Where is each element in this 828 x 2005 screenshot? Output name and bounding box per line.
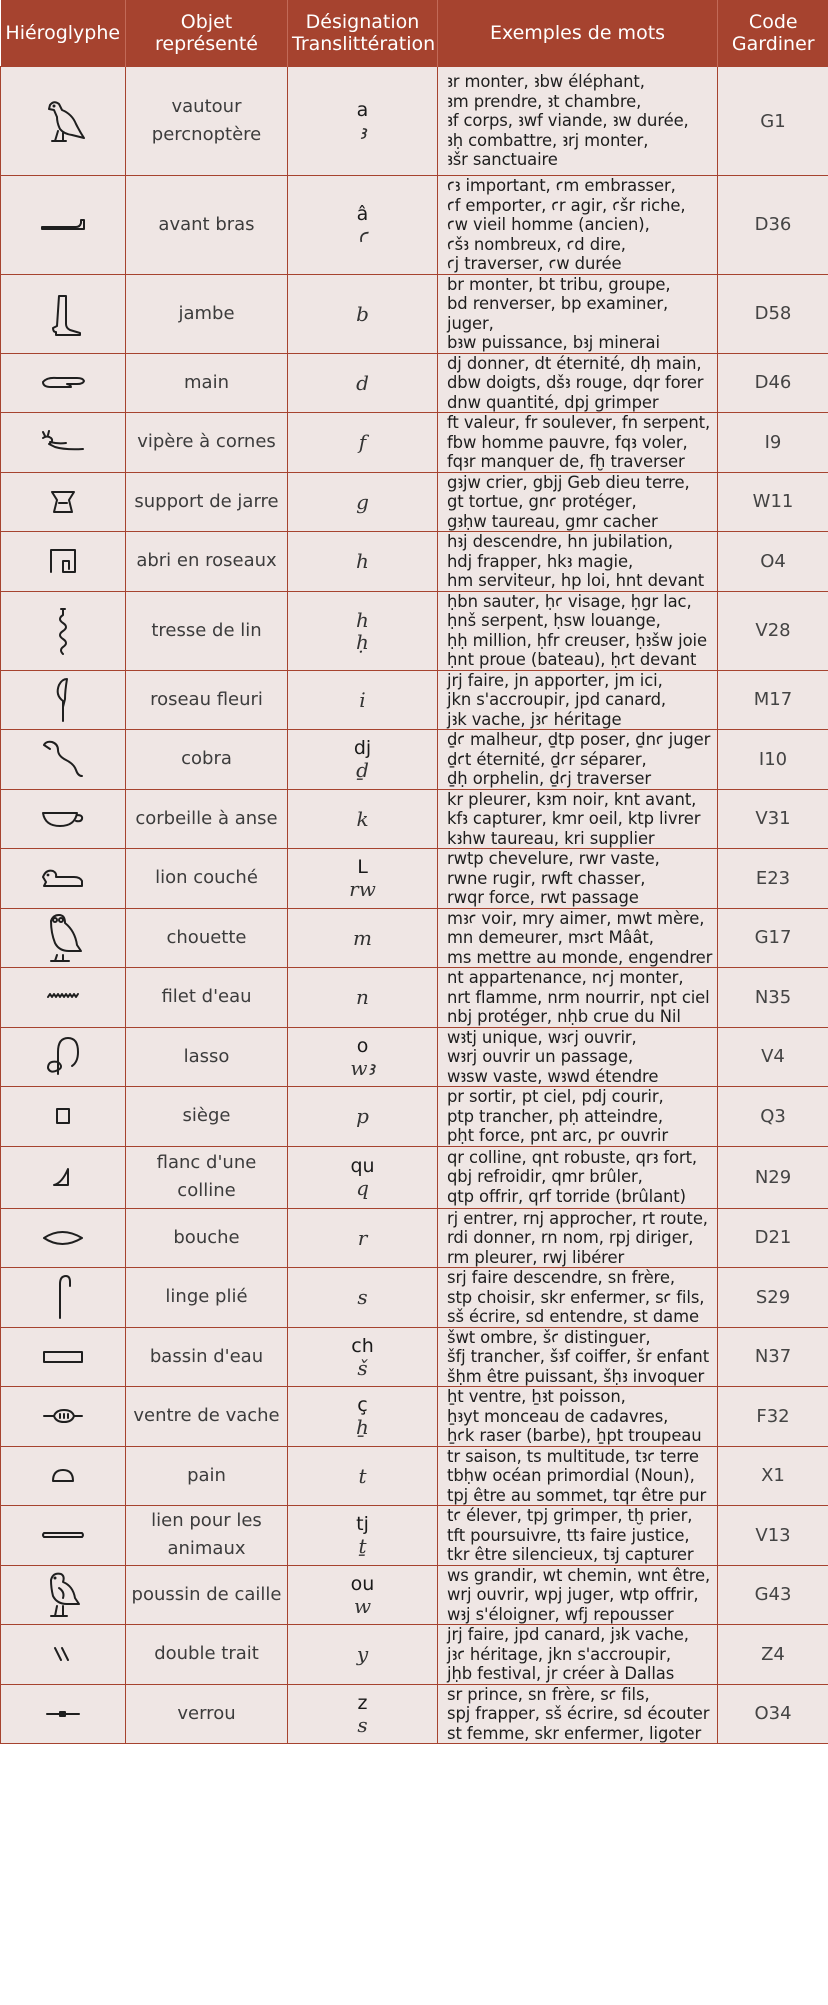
object-text: filet d'eau (161, 986, 252, 1008)
table-row (1, 670, 828, 730)
transliteration: ṯ (358, 1534, 367, 1559)
hieroglyph-cell (1, 1146, 126, 1208)
designation-cell (288, 1625, 438, 1685)
table-row (1, 1625, 828, 1685)
designation-cell (288, 413, 438, 473)
transliteration: s (357, 1712, 368, 1737)
table-row (1, 1327, 828, 1387)
hieroglyph-cell (1, 789, 126, 849)
gardiner-code: X1 (718, 1446, 828, 1506)
vulture-glyph-icon (40, 97, 86, 145)
hieroglyph-cell (1, 176, 126, 275)
hieroglyph-cell (1, 1208, 126, 1268)
transliteration: s (357, 1285, 368, 1310)
table-body (1, 67, 828, 1744)
bread-glyph-icon (48, 1466, 78, 1486)
object-cell (126, 1146, 288, 1208)
examples-cell: rj entrer, rnj approcher, rt route, rdi donner, rn nom, rpj diriger, rm pleurer, rwj libérer (438, 1208, 718, 1268)
object-text: main (184, 371, 229, 393)
examples-cell: qr colline, qnt robuste, qrꜣ fort, qbj refroidir, qmr brûler, qtp offrir, qrf torride (brûlant) (438, 1146, 718, 1208)
object-cell (126, 1027, 288, 1087)
hieroglyph-cell (1, 1565, 126, 1625)
hieroglyph-cell (1, 670, 126, 730)
gardiner-code: O4 (718, 532, 828, 592)
table-row (1, 1027, 828, 1087)
hieroglyph-cell (1, 968, 126, 1028)
designation-cell (288, 274, 438, 353)
transliteration: ꜣ (358, 120, 367, 144)
designation-cell (288, 1146, 438, 1208)
gardiner-code: G17 (718, 908, 828, 968)
transliteration: f (358, 430, 367, 455)
designation-cell (288, 1327, 438, 1387)
header-object: Objet représenté (126, 0, 288, 67)
quail-chick-glyph-icon (43, 1570, 83, 1620)
object-text: vipère à cornes (137, 431, 276, 453)
gardiner-code: V31 (718, 789, 828, 849)
gardiner-code: S29 (718, 1268, 828, 1328)
hill-slope-glyph-icon (50, 1165, 76, 1189)
transliteration: g (356, 489, 369, 514)
examples-cell: sr prince, sn frère, sꜥ fils, spj frapper, sš écrire, sd écouter st femme, skr enfermer, ligoter (438, 1684, 718, 1744)
examples-cell: hꜣj descendre, hn jubilation, hdj frapper, hkꜣ magie, hm serviteur, hp loi, hnt devant (438, 532, 718, 592)
gardiner-code: V4 (718, 1027, 828, 1087)
gardiner-code: V13 (718, 1506, 828, 1566)
object-cell (126, 591, 288, 670)
object-cell (126, 1506, 288, 1566)
gardiner-code: F32 (718, 1387, 828, 1447)
object-text: poussin de caille (131, 1583, 282, 1605)
transliteration: ẖ (356, 1415, 369, 1440)
transliteration: b (356, 301, 369, 326)
header-designation: Désignation Translittération (288, 0, 438, 67)
lion-glyph-icon (40, 867, 86, 889)
transliteration: wꜣ (350, 1055, 375, 1080)
designation-cell (288, 730, 438, 790)
table-row (1, 968, 828, 1028)
object-cell (126, 670, 288, 730)
hieroglyph-cell (1, 1027, 126, 1087)
latin-letter: ou (350, 1572, 375, 1595)
table-row (1, 1087, 828, 1147)
hand-glyph-icon (40, 373, 86, 393)
transliteration: w (353, 1593, 372, 1618)
designation-cell (288, 670, 438, 730)
designation-cell (288, 591, 438, 670)
gardiner-code: G1 (718, 67, 828, 176)
gardiner-code: D36 (718, 176, 828, 275)
object-text: vautour percnoptère (151, 96, 262, 145)
latin-letter: z (357, 1691, 368, 1714)
designation-cell (288, 1087, 438, 1147)
table-row (1, 1684, 828, 1744)
object-text: bassin d'eau (149, 1345, 264, 1367)
object-cell (126, 849, 288, 909)
hieroglyph-cell (1, 1268, 126, 1328)
hieroglyph-cell (1, 67, 126, 176)
object-cell (126, 176, 288, 275)
object-text: double trait (154, 1643, 259, 1665)
gardiner-code: O34 (718, 1684, 828, 1744)
designation-cell (288, 1208, 438, 1268)
transliteration: rw (349, 877, 376, 902)
object-cell (126, 730, 288, 790)
gardiner-code: M17 (718, 670, 828, 730)
transliteration: h (356, 549, 369, 574)
latin-letter: tj (356, 1513, 369, 1536)
flowering-reed-glyph-icon (51, 677, 75, 723)
designation-cell (288, 789, 438, 849)
transliteration: n (356, 985, 369, 1010)
gardiner-code: W11 (718, 472, 828, 532)
latin-letter: ç (357, 1394, 368, 1417)
transliteration: k (356, 806, 369, 831)
transliteration: r (357, 1225, 368, 1250)
examples-cell: tꜥ élever, tpj grimper, tḫ prier, tft poursuivre, ttꜣ faire justice, tkr être silencieux, tꜣj capturer (438, 1506, 718, 1566)
header-code: Code Gardiner (718, 0, 828, 67)
table-row (1, 353, 828, 413)
gardiner-code: D21 (718, 1208, 828, 1268)
object-text: verrou (177, 1702, 236, 1724)
object-text: chouette (166, 926, 247, 948)
examples-cell: jrj faire, jpd canard, jꜣk vache, jꜣꜥ héritage, jkn s'accroupir, jḥb festival, jr créer à Dallas (438, 1625, 718, 1685)
table-row (1, 472, 828, 532)
hieroglyph-cell (1, 472, 126, 532)
table-header-row (1, 0, 828, 67)
examples-cell: dj donner, dt éternité, dḥ main, dbw doigts, dšꜣ rouge, dqr forer dnw quantité, dpj grimper (438, 353, 718, 413)
examples-cell: ẖt ventre, ẖꜣt poisson, ẖꜣyt monceau de cadavres, ẖꜥk raser (barbe), ẖpt troupeau (438, 1387, 718, 1447)
examples-cell: rwtp chevelure, rwr vaste, rwne rugir, rwft chasser, rwqr force, rwt passage (438, 849, 718, 909)
gardiner-code: I10 (718, 730, 828, 790)
hieroglyph-cell (1, 1087, 126, 1147)
object-text: siège (182, 1105, 231, 1127)
table-row (1, 274, 828, 353)
object-text: linge plié (165, 1286, 248, 1308)
object-cell (126, 472, 288, 532)
designation-cell (288, 849, 438, 909)
object-text: avant bras (158, 213, 255, 235)
gardiner-code: N37 (718, 1327, 828, 1387)
examples-cell: ꜥꜣ important, ꜥm embrasser, ꜥf emporter, ꜥr agir, ꜥšr riche, ꜥw vieil homme (ancien), ꜥšꜣ nombreux, ꜥd dire, ꜥj traverser, ꜥw durée (438, 176, 718, 275)
table-row (1, 908, 828, 968)
gardiner-code: N29 (718, 1146, 828, 1208)
hieroglyph-cell (1, 1625, 126, 1685)
transliteration: q (356, 1176, 369, 1200)
mouth-glyph-icon (40, 1228, 86, 1248)
object-cell (126, 1684, 288, 1744)
examples-cell: br monter, bt tribu, groupe, bd renverser, bp examiner, juger, bꜣw puissance, bꜣj minerai (438, 274, 718, 353)
table-row (1, 591, 828, 670)
owl-glyph-icon (43, 913, 83, 963)
latin-letter: a (356, 99, 369, 121)
object-cell (126, 1387, 288, 1447)
cow-belly-glyph-icon (40, 1405, 86, 1427)
table-row (1, 413, 828, 473)
hieroglyph-cell (1, 1446, 126, 1506)
stool-glyph-icon (52, 1105, 74, 1127)
latin-letter: o (356, 1034, 369, 1057)
transliteration: š (357, 1355, 368, 1380)
object-text: bouche (173, 1226, 240, 1248)
pool-glyph-icon (40, 1347, 86, 1367)
object-text: flanc d'une colline (156, 1152, 257, 1201)
double-stroke-glyph-icon (50, 1643, 76, 1665)
gardiner-code: Q3 (718, 1087, 828, 1147)
object-text: lien pour les animaux (151, 1510, 262, 1560)
hieroglyph-cell (1, 849, 126, 909)
latin-letter: dj (353, 737, 372, 760)
object-cell (126, 413, 288, 473)
object-text: lion couché (155, 867, 258, 889)
hieroglyph-cell (1, 730, 126, 790)
examples-cell: mꜣꜥ voir, mry aimer, mwt mère, mn demeurer, mꜣꜥt Mâât, ms mettre au monde, engendrer (438, 908, 718, 968)
hieroglyph-cell (1, 1684, 126, 1744)
examples-cell: ꜣr monter, ꜣbw éléphant, ꜣm prendre, ꜣt chambre, ꜣf corps, ꜣwf viande, ꜣw durée, ꜣḥ combattre, ꜣrj monter, ꜣšr sanctuaire (438, 67, 718, 176)
object-text: lasso (183, 1045, 230, 1067)
transliteration: p (356, 1104, 369, 1129)
reed-shelter-glyph-icon (46, 546, 80, 576)
table-row (1, 849, 828, 909)
examples-cell: ws grandir, wt chemin, wnt être, wrj ouvrir, wpj juger, wtp offrir, wꜣj s'éloigner, wfj repousser (438, 1565, 718, 1625)
hieroglyph-cell (1, 413, 126, 473)
examples-cell: ḥbn sauter, ḥꜥ visage, ḥgr lac, ḥnš serpent, ḥsw louange, ḥḥ million, ḥfr creuser, ḥꜣšw joie ḥnt proue (bateau), ḥꜥt devant (438, 591, 718, 670)
designation-cell (288, 67, 438, 176)
object-cell (126, 532, 288, 592)
table-row (1, 1146, 828, 1208)
examples-cell: kr pleurer, kꜣm noir, knt avant, kfꜣ capturer, kmr oeil, ktp livrer kꜣhw taureau, kri supplier (438, 789, 718, 849)
transliteration: d (356, 370, 369, 395)
object-cell (126, 968, 288, 1028)
hieroglyph-cell (1, 1327, 126, 1387)
examples-cell: jrj faire, jn apporter, jm ici, jkn s'accroupir, jpd canard, jꜣk vache, jꜣꜥ héritage (438, 670, 718, 730)
gardiner-code: G43 (718, 1565, 828, 1625)
object-cell (126, 274, 288, 353)
object-text: support de jarre (134, 490, 279, 512)
table-row (1, 532, 828, 592)
hieroglyph-cell (1, 1387, 126, 1447)
designation-cell (288, 1446, 438, 1506)
water-ripple-glyph-icon (46, 992, 80, 1002)
examples-cell: srj faire descendre, sn frère, stp choisir, skr enfermer, sꜥ fils, sš écrire, sd entendre, st dame (438, 1268, 718, 1328)
examples-cell: ft valeur, fr soulever, fn serpent, fbw homme pauvre, fqꜣ voler, fqꜣr manquer de, fḫ traverser (438, 413, 718, 473)
examples-cell: tr saison, ts multitude, tꜣꜥ terre tbḥw océan primordial (Noun), tpj être au sommet, tqr être pur (438, 1446, 718, 1506)
gardiner-code: D58 (718, 274, 828, 353)
hieroglyph-cell (1, 274, 126, 353)
object-cell (126, 789, 288, 849)
latin-letter: â (356, 202, 369, 225)
horned-viper-glyph-icon (40, 430, 86, 454)
table-row (1, 1506, 828, 1566)
object-text: corbeille à anse (135, 807, 278, 829)
examples-cell: gꜣjw crier, gbjj Geb dieu terre, gt tortue, gnꜥ protéger, gꜣḥw taureau, gmr cacher (438, 472, 718, 532)
designation-cell (288, 176, 438, 275)
table-row (1, 1565, 828, 1625)
object-cell (126, 1268, 288, 1328)
forearm-glyph-icon (40, 215, 86, 235)
object-text: cobra (181, 748, 232, 770)
latin-letter: qu (350, 1155, 375, 1177)
transliteration: ꜥ (357, 223, 368, 248)
tethering-rope-glyph-icon (40, 1525, 86, 1545)
transliteration: y (356, 1642, 369, 1667)
hieroglyph-cell (1, 353, 126, 413)
designation-cell (288, 1387, 438, 1447)
table-row (1, 1208, 828, 1268)
designation-cell (288, 908, 438, 968)
object-text: pain (187, 1464, 226, 1486)
lasso-glyph-icon (44, 1036, 82, 1078)
designation-cell (288, 532, 438, 592)
cobra-glyph-icon (40, 739, 86, 779)
object-cell (126, 1446, 288, 1506)
door-bolt-glyph-icon (43, 1708, 83, 1720)
object-text: ventre de vache (133, 1405, 280, 1427)
table-row (1, 1268, 828, 1328)
gardiner-code: I9 (718, 413, 828, 473)
jar-stand-glyph-icon (48, 487, 78, 517)
object-cell (126, 67, 288, 176)
examples-cell: nt appartenance, nꜥj monter, nrt flamme, nrm nourrir, npt ciel nbj protéger, nḥb crue du Nil (438, 968, 718, 1028)
gardiner-code: D46 (718, 353, 828, 413)
transliteration: h ḥ (356, 607, 369, 654)
object-cell (126, 1625, 288, 1685)
designation-cell (288, 968, 438, 1028)
table-row (1, 176, 828, 275)
designation-cell (288, 472, 438, 532)
object-text: abri en roseaux (136, 550, 277, 572)
examples-cell: ḏꜥ malheur, ḏtp poser, ḏnꜥ juger ḏꜥt éternité, ḏꜥr séparer, ḏḥ orphelin, ḏꜥj traverser (438, 730, 718, 790)
leg-glyph-icon (43, 292, 83, 336)
gardiner-code: N35 (718, 968, 828, 1028)
table-row (1, 789, 828, 849)
transliteration: m (353, 925, 372, 950)
hieroglyph-cell (1, 591, 126, 670)
examples-cell: wꜣtj unique, wꜣꜥj ouvrir, wꜣrj ouvrir un passage, wꜣsw vaste, wꜣwd étendre (438, 1027, 718, 1087)
gardiner-code: E23 (718, 849, 828, 909)
transliteration: ḏ (356, 758, 369, 783)
object-cell (126, 1208, 288, 1268)
designation-cell (288, 1506, 438, 1566)
header-hieroglyph: Hiéroglyphe (1, 0, 126, 67)
gardiner-code: V28 (718, 591, 828, 670)
hieroglyph-cell (1, 1506, 126, 1566)
designation-cell (288, 1268, 438, 1328)
latin-letter: L (357, 856, 368, 879)
table-row (1, 1387, 828, 1447)
table-row (1, 67, 828, 176)
designation-cell (288, 1565, 438, 1625)
twisted-flax-glyph-icon (53, 607, 73, 655)
gardiner-code: Z4 (718, 1625, 828, 1685)
object-text: roseau fleuri (150, 688, 263, 710)
object-text: jambe (178, 302, 235, 324)
folded-cloth-glyph-icon (53, 1274, 73, 1320)
object-text: tresse de lin (151, 619, 262, 641)
transliteration: t (358, 1463, 367, 1488)
header-examples: Exemples de mots (438, 0, 718, 67)
hieroglyph-cell (1, 908, 126, 968)
object-cell (126, 353, 288, 413)
examples-cell: šwt ombre, šꜥ distinguer, šfj trancher, šꜣf coiffer, šr enfant šḥm être puissant, šḥꜣ invoquer (438, 1327, 718, 1387)
object-cell (126, 1327, 288, 1387)
table-row (1, 1446, 828, 1506)
transliteration: i (359, 687, 366, 712)
designation-cell (288, 1027, 438, 1087)
object-cell (126, 908, 288, 968)
designation-cell (288, 353, 438, 413)
table-row (1, 730, 828, 790)
hieroglyph-cell (1, 532, 126, 592)
object-cell (126, 1087, 288, 1147)
examples-cell: pr sortir, pt ciel, pdj courir, ptp trancher, pḥ atteindre, pḥt force, pnt arc, pꜥ ouvrir (438, 1087, 718, 1147)
designation-cell (288, 1684, 438, 1744)
object-cell (126, 1565, 288, 1625)
latin-letter: ch (351, 1334, 374, 1357)
basket-glyph-icon (40, 807, 86, 831)
